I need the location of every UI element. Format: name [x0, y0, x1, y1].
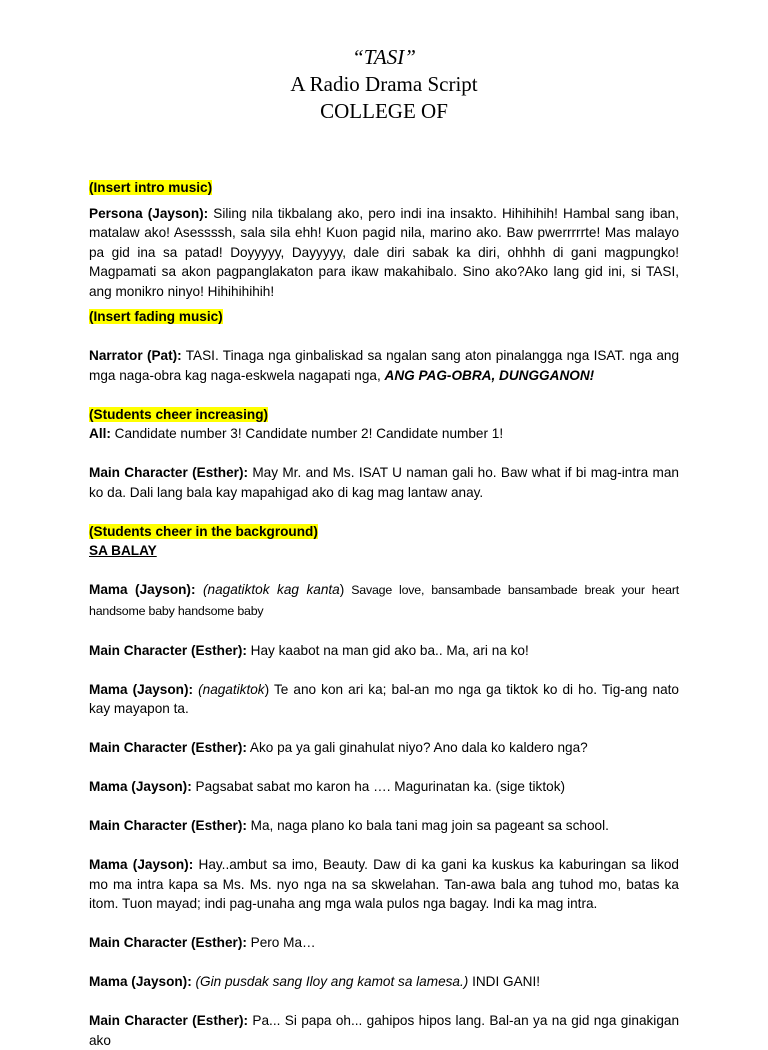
dialogue-text: Hay..ambut sa imo, Beauty. Daw di ka gani ka kuskus ka kaburingan sa likod mo ma intra kapa sa Ms. Ms. nyo nga na sa skwelahan. Tan-awa bala ang tuhod mo, batas ka itom. Tuon mayad; indi pag-unaha ang mga wala pulos nga bagay. Indi ka mag intra. [89, 857, 679, 911]
cue-cheer-background [89, 522, 679, 542]
script-line [89, 777, 679, 797]
cue-fading-music [89, 307, 679, 327]
dialogue-text: Pa... Si papa oh... gahipos hipos lang. Bal-an ya na gid nga ginakigan ako [89, 1013, 679, 1048]
stage-direction: (nagatiktok kag kanta [195, 582, 340, 597]
dialogue-text: TASI. Tinaga nga ginbaliskad sa ngalan sang aton pinalangga nga ISAT. nga ang mga naga-obra kag naga-eskwela nagapati nga, [89, 348, 680, 383]
script-line [89, 972, 679, 992]
speaker-label: All: [89, 426, 111, 441]
title-block [0, 44, 768, 125]
stage-direction: (nagatiktok [193, 681, 265, 697]
script-line [89, 933, 679, 953]
dialogue-text: INDI GANI! [468, 974, 541, 989]
cue-highlight: (Students cheer increasing) [89, 406, 269, 422]
scene-label: SA BALAY [89, 543, 157, 558]
speaker-label: Main Character (Esther): [89, 1013, 249, 1028]
cue-highlight: (Students cheer in the background) [89, 523, 318, 539]
script-line [89, 580, 679, 621]
motto-text: ANG PAG-OBRA, DUNGGANON! [384, 367, 595, 383]
stage-direction-close: ) [339, 582, 345, 597]
college-heading: COLLEGE OF [320, 99, 448, 123]
dialogue-text: May Mr. and Ms. ISAT U naman gali ho. Baw what if bi mag-intra man ko da. Dali lang bala kay mapahigad ako di kag mag lantaw anay. [89, 465, 679, 500]
speaker-label: Main Character (Esther): [89, 818, 247, 833]
dialogue-text: Ma, naga plano ko bala tani mag join sa pageant sa school. [246, 818, 609, 833]
scene-heading [89, 541, 679, 561]
script-line [89, 346, 679, 385]
dialogue-text: Te ano kon ari ka; bal-an mo nga ga tiktok ko di ho. Tig-ang nato kay mayapon ta. [89, 681, 679, 716]
speaker-label: Persona (Jayson): [89, 205, 209, 221]
script-line [89, 424, 679, 444]
cue-cheer-increasing [89, 405, 679, 425]
speaker-label: Main Character (Esther): [89, 935, 247, 950]
dialogue-text: Savage love, bansambade bansambade break your heart handsome baby handsome baby [89, 583, 679, 618]
speaker-label: Narrator (Pat): [89, 348, 182, 363]
script-line [89, 738, 679, 758]
cue-highlight: (Insert fading music) [89, 309, 223, 324]
speaker-label: Main Character (Esther): [89, 642, 247, 658]
speaker-label: Mama (Jayson): [89, 857, 194, 872]
drama-title: “TASI” [352, 45, 416, 69]
speaker-label: Mama (Jayson): [89, 681, 194, 697]
stage-direction-close: ) [264, 681, 270, 697]
drama-subtitle: A Radio Drama Script [290, 72, 478, 96]
script-line [89, 680, 679, 719]
speaker-label: Mama (Jayson): [89, 974, 192, 989]
script-line [89, 816, 679, 836]
speaker-label: Main Character (Esther): [89, 740, 247, 755]
script-body [89, 178, 679, 1050]
dialogue-text: Siling nila tikbalang ako, pero indi ina insakto. Hihihihih! Hambal sang iban, matalaw ako! Asessssh, sala sila ehh! Kuon pagid nila, marino ako. Baw pwerrrrrte! Mas malayo pa gid ina sa patad! Doyyyyy, Dayyyyy, dale diri sabak ka diri, ohhhh di gani magpungko! Magpamati sa akon pagpanglakaton para ikaw makahibalo. Sino ako?Ako lang gid ini, si TASI, ang monikro ninyo! Hihihihihih! [89, 205, 680, 299]
dialogue-text: Candidate number 3! Candidate number 2! Candidate number 1! [110, 426, 504, 441]
speaker-label: Main Character (Esther): [89, 465, 248, 480]
dialogue-text: Hay kaabot na man gid ako ba.. Ma, ari na ko! [246, 642, 529, 658]
script-line [89, 463, 679, 502]
dialogue-text: Ako pa ya gali ginahulat niyo? Ano dala ko kaldero nga? [246, 740, 588, 755]
script-line [89, 855, 679, 914]
speaker-label: Mama (Jayson): [89, 582, 196, 597]
stage-direction: (Gin pusdak sang Iloy ang kamot sa lamesa.) [191, 974, 469, 989]
cue-highlight: (Insert intro music) [89, 180, 213, 195]
speaker-label: Mama (Jayson): [89, 779, 192, 794]
script-line [89, 641, 679, 661]
dialogue-text: Pagsabat sabat mo karon ha …. Magurinatan ka. (sige tiktok) [191, 779, 566, 794]
script-line [89, 1011, 679, 1050]
script-line [89, 204, 679, 302]
dialogue-text: Pero Ma… [246, 935, 316, 950]
cue-intro-music [89, 178, 679, 198]
